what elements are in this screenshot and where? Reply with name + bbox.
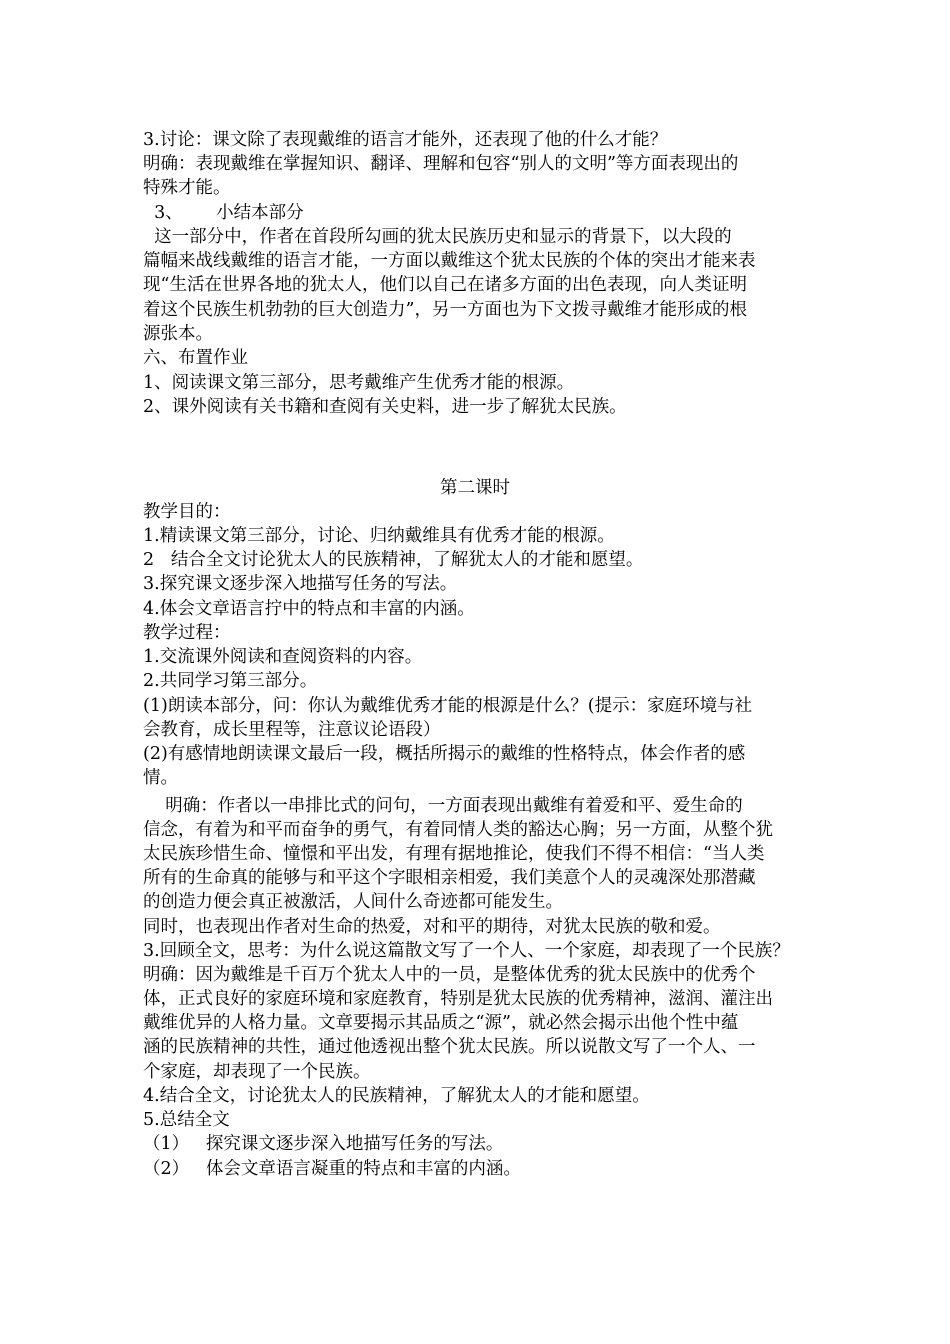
text-line: 教学目的：	[143, 502, 231, 522]
text-line: 明确：因为戴维是千百万个犹太人中的一员，是整体优秀的犹太民族中的优秀个	[143, 965, 756, 985]
text-line: （2） 体会文章语言凝重的特点和丰富的内涵。	[143, 1159, 521, 1179]
text-line: 1.精读课文第三部分，讨论、归纳戴维具有优秀才能的根源。	[143, 526, 615, 546]
text-line: 太民族珍惜生命、憧憬和平出发，有理有据地推论，使我们不得不相信：“当人类	[143, 844, 765, 864]
text-line: 3.讨论：课文除了表现戴维的语言才能外，还表现了他的什么才能？	[143, 130, 668, 150]
lesson-title: 第二课时	[440, 478, 510, 498]
text-line: 体，正式良好的家庭环境和家庭教育，特别是犹太民族的优秀精神，滋润、灌注出	[143, 989, 773, 1009]
text-line: （1） 探究课文逐步深入地描写任务的写法。	[143, 1134, 504, 1154]
text-line: 涵的民族精神的共性，通过他透视出整个犹太民族。所以说散文写了一个人、一	[143, 1037, 756, 1057]
text-line: 信念，有着为和平而奋争的勇气，有着同情人类的豁达心胸；另一方面，从整个犹	[143, 820, 773, 840]
text-line: 个家庭，却表现了一个民族。	[143, 1062, 371, 1082]
text-line: 现“生活在世界各地的犹太人，他们以自己在诸多方面的出色表现，向人类证明	[143, 275, 747, 295]
text-line: 3、 小结本部分	[143, 203, 304, 223]
text-line: (2)有感情地朗读课文最后一段，概括所揭示的戴维的性格特点，体会作者的感	[143, 744, 746, 764]
text-line: 2、课外阅读有关书籍和查阅有关史料，进一步了解犹太民族。	[143, 397, 627, 417]
text-line: 3.探究课文逐步深入地描写任务的写法。	[143, 574, 458, 594]
text-line: 同时，也表现出作者对生命的热爱，对和平的期待，对犹太民族的敬和爱。	[143, 917, 721, 937]
text-line: 情。	[143, 768, 178, 788]
text-line: 明确：表现戴维在掌握知识、翻译、理解和包容“别人的文明”等方面表现出的	[143, 154, 739, 174]
text-line: 2.共同学习第三部分。	[143, 671, 318, 691]
text-line: 4.结合全文，讨论犹太人的民族精神，了解犹太人的才能和愿望。	[143, 1086, 650, 1106]
text-line: 5.总结全文	[143, 1110, 230, 1130]
text-line: 4.体会文章语言拧中的特点和丰富的内涵。	[143, 599, 475, 619]
text-line: 特殊才能。	[143, 178, 231, 198]
text-line: (1)朗读本部分，问：你认为戴维优秀才能的根源是什么？(提示：家庭环境与社	[143, 696, 753, 716]
text-line: 源张本。	[143, 324, 213, 344]
text-line: 2 结合全文讨论犹太人的民族精神，了解犹太人的才能和愿望。	[143, 550, 644, 570]
text-line: 着这个民族生机勃勃的巨大创造力”，另一方面也为下文拨寻戴维才能形成的根	[143, 300, 747, 320]
text-line: 1、阅读课文第三部分，思考戴维产生优秀才能的根源。	[143, 373, 575, 393]
text-line: 戴维优异的人格力量。文章要揭示其品质之“源”，就必然会揭示出他个性中蕴	[143, 1013, 739, 1033]
text-line: 篇幅来战线戴维的语言才能，一方面以戴维这个犹太民族的个体的突出才能来表	[143, 251, 756, 271]
text-line: 1.交流课外阅读和查阅资料的内容。	[143, 647, 423, 667]
text-line: 教学过程：	[143, 623, 231, 643]
text-line: 这一部分中，作者在首段所勾画的犹太民族历史和显示的背景下，以大段的	[143, 227, 732, 247]
text-line: 会教育，成长里程等，注意议论语段）	[143, 720, 441, 740]
section-heading: 六、布置作业	[143, 348, 248, 368]
text-line: 明确：作者以一串排比式的问句，一方面表现出戴维有着爱和平、爱生命的	[143, 796, 743, 816]
text-line: 的创造力便会真正被激活，人间什么奇迹都可能发生。	[143, 892, 563, 912]
text-line: 所有的生命真的能够与和平这个字眼相亲相爱，我们美意个人的灵魂深处那潜藏	[143, 868, 756, 888]
text-line: 3.回顾全文，思考：为什么说这篇散文写了一个人、一个家庭，却表现了一个民族？	[143, 941, 790, 961]
